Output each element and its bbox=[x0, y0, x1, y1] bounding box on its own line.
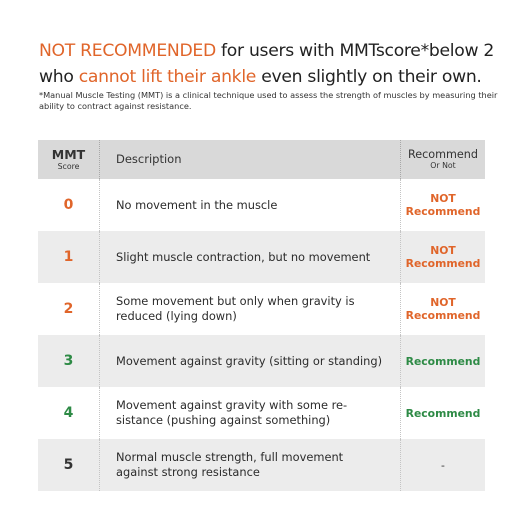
recommendation bbox=[400, 439, 485, 491]
recommendation bbox=[400, 387, 485, 439]
score-value: 5 bbox=[63, 457, 74, 473]
header-mmt bbox=[38, 140, 99, 179]
score-value: 2 bbox=[63, 301, 74, 317]
header-recommend-label: Recommend bbox=[407, 148, 479, 161]
table-row bbox=[38, 231, 485, 283]
recommendation-line1: NOT bbox=[430, 192, 456, 205]
headline-text-2: even slightly on their own. bbox=[256, 67, 482, 87]
table-row bbox=[38, 283, 485, 335]
score-value: 3 bbox=[63, 353, 74, 369]
row-description: Some movement but only when gravity is reduced (lying down) bbox=[116, 294, 355, 323]
header-recommend bbox=[400, 140, 485, 179]
table-row bbox=[38, 439, 485, 491]
headline-text-1: for users with MMTscore*below 2 who bbox=[39, 41, 495, 87]
header-mmt-sub: Score bbox=[57, 161, 80, 171]
row-description: Slight muscle contraction, but no movement bbox=[116, 249, 371, 264]
recommendation-line1: NOT bbox=[430, 244, 456, 257]
recommendation-line1: NOT bbox=[430, 296, 456, 309]
headline-warning: NOT RECOMMENDED bbox=[39, 41, 216, 61]
recommendation-line2: Recommend bbox=[405, 309, 481, 322]
score-value: 1 bbox=[63, 249, 74, 265]
headline bbox=[39, 38, 509, 90]
header-description-label: Description bbox=[116, 152, 182, 166]
headline-condition: cannot lift their ankle bbox=[78, 67, 257, 87]
mmt-table bbox=[38, 140, 485, 491]
recommendation bbox=[400, 283, 485, 335]
row-description: Movement against gravity (sitting or standing) bbox=[116, 353, 383, 368]
row-description: No movement in the muscle bbox=[116, 197, 278, 212]
header-mmt-label: MMT bbox=[51, 146, 86, 162]
recommendation bbox=[400, 231, 485, 283]
recommendation-line1: - bbox=[441, 458, 445, 472]
recommendation-line2: Recommend bbox=[405, 205, 481, 218]
recommendation-line1: Recommend bbox=[405, 406, 481, 420]
recommendation-line2: Recommend bbox=[405, 257, 481, 270]
header-description bbox=[99, 140, 400, 179]
recommendation-line1: Recommend bbox=[405, 354, 481, 368]
table-header-row bbox=[38, 140, 485, 179]
recommendation bbox=[400, 179, 485, 231]
footnote: *Manual Muscle Testing (MMT) is a clinical technique used to assess the strength of muscles by measuring their ability to contract against resistance. bbox=[39, 90, 498, 111]
row-description: Normal muscle strength, full movement against strong resistance bbox=[116, 450, 344, 479]
score-value: 0 bbox=[63, 197, 74, 213]
header-recommend-sub: Or Not bbox=[430, 161, 456, 170]
table-row bbox=[38, 335, 485, 387]
table-row bbox=[38, 179, 485, 231]
score-value: 4 bbox=[63, 405, 74, 421]
row-description: Movement against gravity with some re-sistance (pushing against something) bbox=[116, 398, 348, 427]
table-row bbox=[38, 387, 485, 439]
recommendation bbox=[400, 335, 485, 387]
